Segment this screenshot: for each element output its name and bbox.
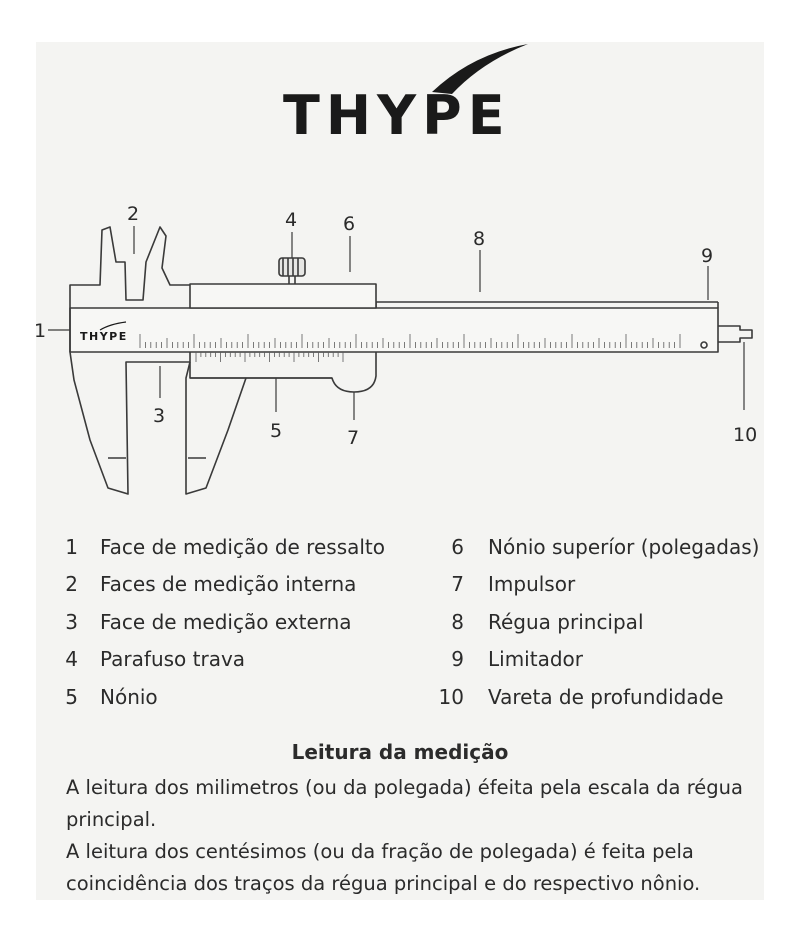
- callout-3: 3: [153, 405, 166, 427]
- depth-rod: [718, 326, 752, 342]
- legend-item: 9 Limitador: [451, 647, 583, 672]
- legend-right: [438, 528, 759, 716]
- caliper-brand-label: THYPE: [80, 330, 128, 343]
- legend-label: Face de medição de ressalto: [100, 534, 385, 559]
- upper-slider: [190, 284, 376, 308]
- callout-10: 10: [733, 424, 758, 446]
- callout-2: 2: [127, 203, 140, 225]
- callout-6: 6: [343, 213, 356, 235]
- fixed-lower-jaw: [70, 352, 190, 494]
- legend-label: Nónio superíor (polegadas): [488, 534, 760, 559]
- callout-9: 9: [701, 245, 714, 267]
- callout-4: 4: [285, 209, 298, 231]
- callout-5: 5: [270, 420, 283, 442]
- legend-item: 10 Vareta de profundidade: [438, 684, 724, 709]
- legend-label: Nónio: [100, 684, 158, 709]
- section-heading: Leitura da medição: [291, 740, 509, 764]
- legend-label: Limitador: [488, 647, 583, 672]
- vernier-slider: [190, 352, 376, 392]
- callout-7: 7: [347, 427, 360, 449]
- brand-logo: THYPE: [283, 84, 511, 147]
- legend-label: Vareta de profundidade: [488, 684, 724, 709]
- sliding-lower-jaw: [186, 362, 246, 494]
- legend-label: Faces de medição interna: [100, 572, 357, 597]
- legend-item: 7 Impulsor: [451, 572, 576, 597]
- legend-item: 5 Nónio: [65, 684, 158, 709]
- callout-1: 1: [34, 320, 47, 342]
- legend-label: Impulsor: [488, 572, 576, 597]
- legend-item: 2 Faces de medição interna: [65, 572, 357, 597]
- legend-item: 8 Régua principal: [451, 609, 644, 634]
- callout-8: 8: [473, 228, 486, 250]
- legend-label: Régua principal: [488, 609, 644, 634]
- legend-item: 1 Face de medição de ressalto: [65, 534, 385, 559]
- legend-label: Face de medição externa: [100, 609, 352, 634]
- legend-item: 3 Face de medição externa: [65, 609, 352, 634]
- legend-item: 4 Parafuso trava: [65, 647, 246, 672]
- reading-paragraph-2: A leitura dos centésimos (ou da fração de polegada) é feita pela coincidência dos traços da régua principal e do respectivo nônio.: [66, 840, 701, 895]
- legend-item: 6 Nónio superíor (polegadas): [451, 534, 760, 559]
- legend-label: Parafuso trava: [100, 647, 246, 672]
- reading-paragraph-1: A leitura dos milimetros (ou da polegada) éfeita pela escala da régua principal.: [66, 776, 743, 831]
- legend-left: [60, 528, 385, 716]
